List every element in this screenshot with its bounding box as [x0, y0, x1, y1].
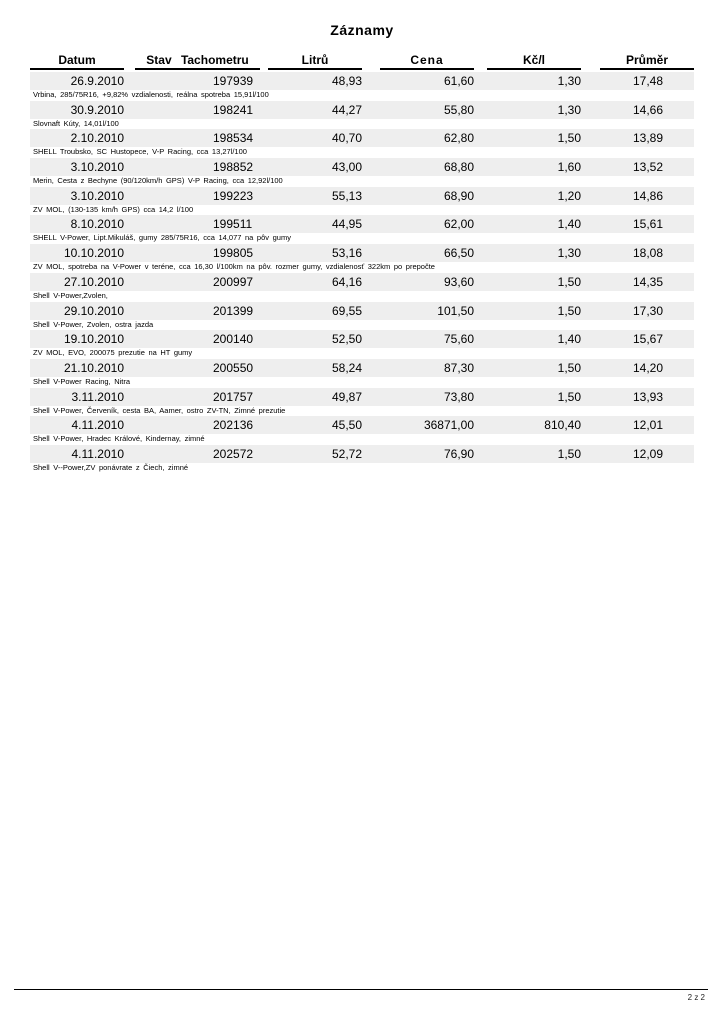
cell-liters: 55,13: [331, 188, 362, 203]
cell-average: 14,35: [632, 274, 663, 289]
cell-liters: 44,27: [331, 102, 362, 117]
cell-odometer: 198241: [213, 102, 254, 117]
cell-date: 3.10.2010: [70, 160, 124, 175]
col-header-prumer: Průměr: [625, 53, 669, 67]
row-note: ZV MOL, (130-135 km/h GPS) cca 14,2 l/100: [33, 204, 194, 214]
cell-average: 13,93: [632, 389, 663, 404]
cell-date: 3.11.2010: [71, 389, 124, 404]
cell-average: 13,52: [632, 160, 663, 175]
cell-date: 21.10.2010: [63, 360, 124, 375]
row-note: SHELL V-Power, Lipt.Mikuláš, gumy 285/75R16, cca 14,077 na pôv gumy: [33, 233, 291, 243]
table-row: [0, 158, 724, 187]
cell-date: 4.11.2010: [71, 418, 124, 433]
row-note: Shell V-Power,Zvolen,: [33, 290, 108, 300]
cell-date: 8.10.2010: [70, 217, 124, 232]
cell-date: 26.9.2010: [70, 74, 124, 88]
header-underline: [600, 68, 694, 70]
cell-odometer: 201399: [213, 303, 254, 318]
cell-liters: 52,72: [331, 446, 362, 461]
cell-liters: 49,87: [331, 389, 362, 404]
header-underline: [380, 68, 474, 70]
cell-price: 36871,00: [423, 418, 474, 433]
cell-price-per-liter: 1,50: [557, 303, 581, 318]
cell-price: 87,30: [443, 360, 474, 375]
cell-price: 61,60: [443, 74, 474, 88]
cell-price: 62,80: [443, 131, 474, 146]
cell-price-per-liter: 1,50: [557, 446, 581, 461]
cell-odometer: 198534: [213, 131, 254, 146]
cell-price: 73,80: [443, 389, 474, 404]
cell-average: 14,86: [632, 188, 663, 203]
cell-date: 4.11.2010: [71, 446, 124, 461]
cell-price: 68,90: [443, 188, 474, 203]
cell-date: 10.10.2010: [63, 246, 124, 261]
cell-odometer: 200550: [213, 360, 254, 375]
table-row: [0, 359, 724, 388]
cell-price: 62,00: [443, 217, 474, 232]
row-note: ZV MOL, EVO, 200075 prezutie na HT gumy: [33, 348, 193, 358]
page-title: Záznamy: [330, 22, 394, 38]
cell-price-per-liter: 1,50: [557, 389, 581, 404]
cell-date: 3.10.2010: [70, 188, 124, 203]
cell-price-per-liter: 1,50: [557, 274, 581, 289]
row-note: Slovnaft Kúty, 14,01l/100: [33, 118, 119, 128]
cell-price-per-liter: 810,40: [544, 418, 581, 433]
table-row: [0, 302, 724, 331]
header-underline: [487, 68, 581, 70]
cell-price-per-liter: 1,50: [557, 131, 581, 146]
cell-liters: 69,55: [331, 303, 362, 318]
records-table: [0, 72, 724, 474]
cell-liters: 43,00: [331, 160, 362, 175]
row-note: Shell V-Power Racing, Nitra: [33, 376, 131, 386]
cell-price-per-liter: 1,30: [557, 246, 581, 261]
cell-odometer: 202572: [213, 446, 254, 461]
table-row: [0, 388, 724, 417]
cell-liters: 45,50: [331, 418, 362, 433]
table-row: [0, 445, 724, 474]
table-row: [0, 330, 724, 359]
cell-price: 93,60: [443, 274, 474, 289]
cell-average: 12,09: [632, 446, 663, 461]
cell-price: 101,50: [437, 303, 474, 318]
cell-average: 13,89: [632, 131, 663, 146]
cell-liters: 40,70: [331, 131, 362, 146]
cell-date: 2.10.2010: [70, 131, 124, 146]
page-number: 2 z 2: [687, 993, 705, 1002]
cell-average: 12,01: [632, 418, 663, 433]
cell-average: 18,08: [632, 246, 663, 261]
col-header-kcl: Kč/l: [522, 53, 545, 67]
cell-odometer: 199511: [213, 217, 253, 232]
cell-date: 30.9.2010: [70, 102, 124, 117]
table-row: [0, 101, 724, 130]
cell-average: 17,30: [632, 303, 663, 318]
cell-odometer: 200997: [213, 274, 254, 289]
cell-price-per-liter: 1,50: [557, 360, 581, 375]
cell-date: 27.10.2010: [63, 274, 124, 289]
row-note: Shell V-Power, Červeník, cesta BA, Aamer, ostro ZV-TN, Zimné prezutie: [33, 405, 286, 415]
col-header-cena: Cena: [410, 53, 444, 67]
cell-date: 19.10.2010: [63, 332, 124, 347]
row-note: ZV MOL, spotreba na V-Power v teréne, cca 16,30 l/100km na pôv. rozmer gumy, vzdialenosť 322km po prepočte: [33, 262, 435, 272]
cell-price: 75,60: [443, 332, 474, 347]
cell-odometer: 201757: [213, 389, 254, 404]
cell-odometer: 198852: [213, 160, 254, 175]
row-note: SHELL Troubsko, SC Hustopece, V-P Racing, cca 13,27l/100: [33, 147, 247, 157]
row-note: Shell V--Power,ZV ponávrate z Čiech, zimné: [33, 462, 189, 472]
table-row: [0, 72, 724, 101]
cell-odometer: 200140: [213, 332, 254, 347]
cell-price-per-liter: 1,30: [557, 74, 581, 88]
row-note: Merin, Cesta z Bechyne (90/120km/h GPS) V-P Racing, cca 12,92l/100: [33, 176, 283, 186]
footer-divider: [14, 989, 708, 990]
table-row: [0, 273, 724, 302]
cell-liters: 44,95: [331, 217, 362, 232]
cell-average: 14,20: [632, 360, 663, 375]
cell-price: 68,80: [443, 160, 474, 175]
cell-price-per-liter: 1,40: [557, 217, 581, 232]
cell-liters: 53,16: [331, 246, 362, 261]
col-header-stav-tachometru: Stav Tachometru: [146, 53, 249, 67]
table-row: [0, 416, 724, 445]
header-underline: [30, 68, 124, 70]
cell-odometer: 199805: [213, 246, 254, 261]
cell-price-per-liter: 1,20: [557, 188, 581, 203]
cell-average: 15,67: [632, 332, 663, 347]
col-header-datum: Datum: [58, 53, 96, 67]
header-underline: [135, 68, 260, 70]
cell-price: 66,50: [443, 246, 474, 261]
cell-average: 14,66: [632, 102, 663, 117]
cell-odometer: 197939: [213, 74, 254, 88]
row-note: Vrbina, 285/75R16, +9,82% vzdialenosti, reálna spotreba 15,91l/100: [33, 90, 269, 99]
row-note: Shell V-Power, Hradec Králové, Kindernay, zimné: [33, 434, 205, 444]
cell-price-per-liter: 1,30: [557, 102, 581, 117]
cell-date: 29.10.2010: [63, 303, 124, 318]
cell-odometer: 199223: [213, 188, 254, 203]
cell-price: 76,90: [443, 446, 474, 461]
table-row: [0, 129, 724, 158]
table-row: [0, 215, 724, 244]
col-header-litru: Litrů: [301, 53, 329, 67]
table-row: [0, 244, 724, 273]
cell-liters: 52,50: [331, 332, 362, 347]
cell-liters: 64,16: [331, 274, 362, 289]
cell-odometer: 202136: [213, 418, 254, 433]
row-note: Shell V-Power, Zvolen, ostra jazda: [33, 319, 154, 329]
header-underline: [268, 68, 362, 70]
cell-average: 17,48: [632, 74, 663, 88]
cell-price-per-liter: 1,40: [557, 332, 581, 347]
cell-price: 55,80: [443, 102, 474, 117]
cell-liters: 48,93: [331, 74, 362, 88]
cell-liters: 58,24: [331, 360, 362, 375]
table-row: [0, 187, 724, 216]
cell-price-per-liter: 1,60: [557, 160, 581, 175]
cell-average: 15,61: [632, 217, 663, 232]
